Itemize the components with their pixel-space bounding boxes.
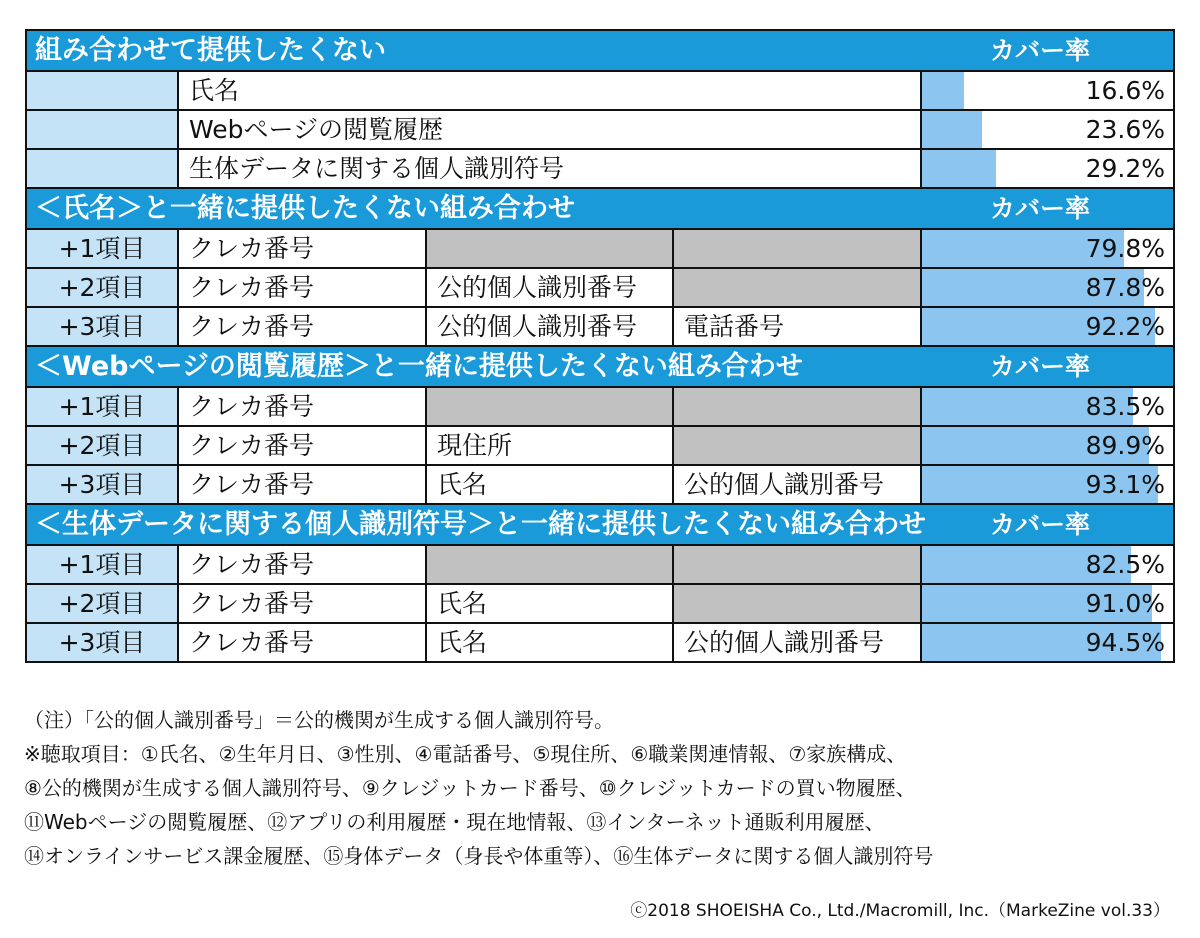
- item-cell: 電話番号: [672, 308, 920, 345]
- coverage-bar: [922, 111, 982, 148]
- row-label: +3項目: [27, 466, 177, 503]
- table-row: [27, 585, 1173, 624]
- coverage-value: 16.6%: [1085, 76, 1165, 105]
- item-cell: クレカ番号: [177, 585, 425, 622]
- coverage-bar: [922, 150, 996, 187]
- cover-rate-header: カバー率: [990, 352, 1091, 381]
- item-cell: クレカ番号: [177, 546, 425, 583]
- item-cell: 公的個人識別番号: [425, 308, 672, 345]
- item-cell: クレカ番号: [177, 388, 425, 425]
- empty-cell: [672, 269, 920, 306]
- section-header: [27, 31, 1173, 72]
- coverage-table: [25, 29, 1175, 663]
- table-row: [27, 72, 1173, 111]
- section-title: ＜氏名＞と一緒に提供したくない組み合わせ: [35, 193, 575, 224]
- coverage-value: 29.2%: [1085, 154, 1165, 183]
- table-row: [27, 624, 1173, 661]
- empty-cell: [672, 585, 920, 622]
- row-label: +2項目: [27, 427, 177, 464]
- row-label: +3項目: [27, 308, 177, 345]
- coverage-value: 23.6%: [1085, 115, 1165, 144]
- section-header: [27, 189, 1173, 230]
- empty-cell: [672, 230, 920, 267]
- table-row: [27, 466, 1173, 505]
- empty-cell: [672, 546, 920, 583]
- value-cell: [920, 546, 1173, 583]
- coverage-value: 91.0%: [1085, 589, 1165, 618]
- value-cell: [920, 388, 1173, 425]
- item-cell: 氏名: [425, 585, 672, 622]
- section-header: [27, 347, 1173, 388]
- table-row: [27, 269, 1173, 308]
- value-cell: [920, 150, 1173, 187]
- row-label: +3項目: [27, 624, 177, 661]
- table-row: [27, 230, 1173, 269]
- cover-rate-header: カバー率: [990, 36, 1091, 65]
- notes: [24, 703, 1174, 873]
- value-cell: [920, 427, 1173, 464]
- coverage-value: 79.8%: [1085, 234, 1165, 263]
- value-cell: [920, 269, 1173, 306]
- item-cell: 生体データに関する個人識別符号: [177, 150, 920, 187]
- cover-rate-header: カバー率: [990, 510, 1091, 539]
- value-cell: [920, 308, 1173, 345]
- section-title: ＜Webページの閲覧履歴＞と一緒に提供したくない組み合わせ: [35, 351, 803, 382]
- value-cell: [920, 624, 1173, 661]
- coverage-value: 92.2%: [1085, 312, 1165, 341]
- item-cell: クレカ番号: [177, 427, 425, 464]
- note-line: ⑭オンラインサービス課金履歴、⑮身体データ（身長や体重等）、⑯生体データに関する個人識別符号: [24, 844, 934, 868]
- item-cell: 氏名: [177, 72, 920, 109]
- coverage-value: 93.1%: [1085, 470, 1165, 499]
- item-cell: 氏名: [425, 624, 672, 661]
- coverage-value: 94.5%: [1085, 628, 1165, 657]
- item-cell: クレカ番号: [177, 466, 425, 503]
- row-label: [27, 111, 177, 148]
- empty-cell: [672, 427, 920, 464]
- table-row: [27, 546, 1173, 585]
- item-cell: 氏名: [425, 466, 672, 503]
- coverage-value: 87.8%: [1085, 273, 1165, 302]
- note-line: ⑧公的機関が生成する個人識別符号、⑨クレジットカード番号、⑩クレジットカードの買い物履歴、: [24, 776, 916, 800]
- empty-cell: [425, 230, 672, 267]
- section-header: [27, 505, 1173, 546]
- coverage-value: 89.9%: [1085, 431, 1165, 460]
- table-row: [27, 308, 1173, 347]
- copyright: ⓒ2018 SHOEISHA Co., Ltd./Macromill, Inc.（MarkeZine vol.33）: [630, 901, 1170, 921]
- note-line: ⑪Webページの閲覧履歴、⑫アプリの利用履歴・現在地情報、⑬インターネット通販利用履歴、: [24, 810, 885, 834]
- section-title: 組み合わせて提供したくない: [35, 35, 386, 66]
- row-label: +1項目: [27, 230, 177, 267]
- item-cell: クレカ番号: [177, 230, 425, 267]
- coverage-value: 82.5%: [1085, 550, 1165, 579]
- coverage-value: 83.5%: [1085, 392, 1165, 421]
- value-cell: [920, 466, 1173, 503]
- item-cell: 公的個人識別番号: [425, 269, 672, 306]
- row-label: [27, 150, 177, 187]
- table-row: [27, 150, 1173, 189]
- cover-rate-header: カバー率: [990, 194, 1091, 223]
- empty-cell: [425, 546, 672, 583]
- item-cell: 公的個人識別番号: [672, 624, 920, 661]
- item-cell: Webページの閲覧履歴: [177, 111, 920, 148]
- item-cell: クレカ番号: [177, 624, 425, 661]
- item-cell: クレカ番号: [177, 308, 425, 345]
- note-line: （注）「公的個人識別番号」＝公的機関が生成する個人識別符号。: [24, 708, 614, 732]
- section-title: ＜生体データに関する個人識別符号＞と一緒に提供したくない組み合わせ: [35, 509, 926, 540]
- value-cell: [920, 72, 1173, 109]
- empty-cell: [672, 388, 920, 425]
- value-cell: [920, 585, 1173, 622]
- row-label: +1項目: [27, 546, 177, 583]
- item-cell: 現住所: [425, 427, 672, 464]
- value-cell: [920, 111, 1173, 148]
- note-line: ※聴取項目：①氏名、②生年月日、③性別、④電話番号、⑤現住所、⑥職業関連情報、⑦家族構成、: [24, 742, 907, 766]
- row-label: [27, 72, 177, 109]
- table-row: [27, 111, 1173, 150]
- row-label: +1項目: [27, 388, 177, 425]
- empty-cell: [425, 388, 672, 425]
- value-cell: [920, 230, 1173, 267]
- item-cell: クレカ番号: [177, 269, 425, 306]
- item-cell: 公的個人識別番号: [672, 466, 920, 503]
- row-label: +2項目: [27, 585, 177, 622]
- row-label: +2項目: [27, 269, 177, 306]
- table-row: [27, 388, 1173, 427]
- table-row: [27, 427, 1173, 466]
- coverage-bar: [922, 72, 964, 109]
